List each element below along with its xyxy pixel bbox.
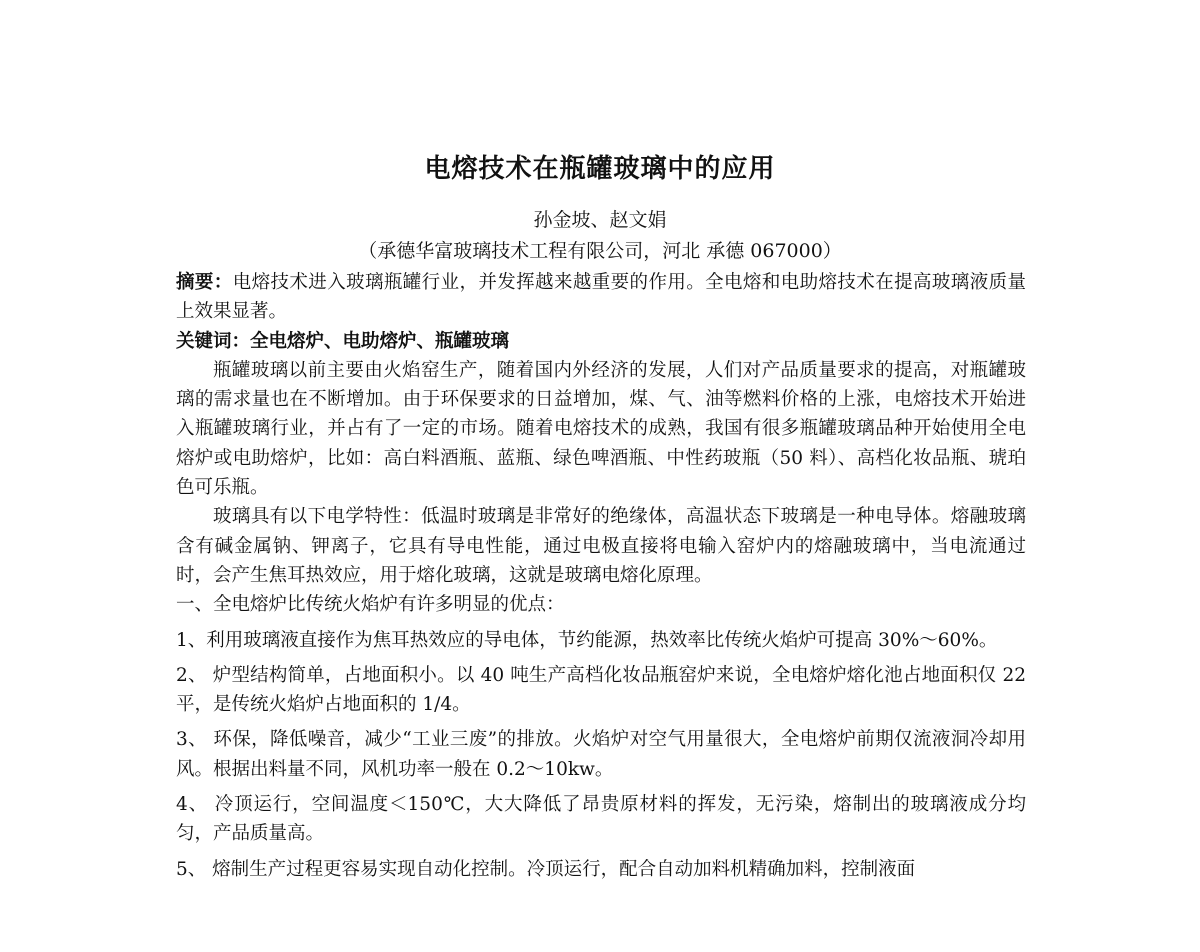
keywords	[176, 327, 1026, 356]
paper-body	[176, 268, 1026, 884]
keywords-text: 全电熔炉、电助熔炉、瓶罐玻璃	[250, 330, 510, 352]
list-item: 5、 熔制生产过程更容易实现自动化控制。冷顶运行，配合自动加料机精确加料，控制液面	[176, 858, 916, 880]
paragraph: 瓶罐玻璃以前主要由火焰窑生产，随着国内外经济的发展，人们对产品质量要求的提高，对瓶罐玻璃的需求量也在不断增加。由于环保要求的日益增加，煤、气、油等燃料价格的上涨，电熔技术开始进入瓶罐玻璃行业，并占有了一定的市场。随着电熔技术的成熟，我国有很多瓶罐玻璃品种开始使用全电熔炉或电助熔炉，比如：高白料酒瓶、蓝瓶、绿色啤酒瓶、中性药玻瓶（50 料）、高档化妆品瓶、琥珀色可乐瓶。	[176, 359, 1026, 499]
abstract	[176, 268, 1026, 327]
list-item: 1、利用玻璃液直接作为焦耳热效应的导电体，节约能源，热效率比传统火焰炉可提高 30%～60%。	[176, 629, 998, 651]
section-heading: 一、全电熔炉比传统火焰炉有许多明显的优点：	[176, 594, 565, 616]
keywords-label: 关键词：	[176, 330, 251, 352]
list-item: 3、 环保，降低噪音，减少“工业三废”的排放。火焰炉对空气用量很大，全电熔炉前期仅流液洞冷却用风。根据出料量不同，风机功率一般在 0.2～10kw。	[176, 729, 1026, 780]
abstract-text: 电熔技术进入玻璃瓶罐行业，并发挥越来越重要的作用。全电熔和电助熔技术在提高玻璃液质量上效果显著。	[176, 272, 1026, 323]
list-item: 2、 炉型结构简单，占地面积小。以 40 吨生产高档化妆品瓶窑炉来说，全电熔炉熔化池占地面积仅 22 平，是传统火焰炉占地面积的 1/4。	[176, 664, 1026, 716]
paper-affiliation: （承德华富玻璃技术工程有限公司，河北 承德 067000）	[358, 240, 842, 262]
list-item: 4、 冷顶运行，空间温度＜150℃，大大降低了昂贵原材料的挥发，无污染，熔制出的玻璃液成分均匀，产品质量高。	[176, 794, 1026, 845]
abstract-label: 摘要：	[176, 272, 233, 293]
paper-authors: 孙金坡、赵文娟	[533, 209, 667, 231]
paper-title: 电熔技术在瓶罐玻璃中的应用	[424, 154, 776, 184]
paragraph: 玻璃具有以下电学特性：低温时玻璃是非常好的绝缘体，高温状态下玻璃是一种电导体。熔融玻璃含有碱金属钠、钾离子，它具有导电性能，通过电极直接将电输入窑炉内的熔融玻璃中，当电流通过时，会产生焦耳热效应，用于熔化玻璃，这就是玻璃电熔化原理。	[176, 506, 1026, 586]
